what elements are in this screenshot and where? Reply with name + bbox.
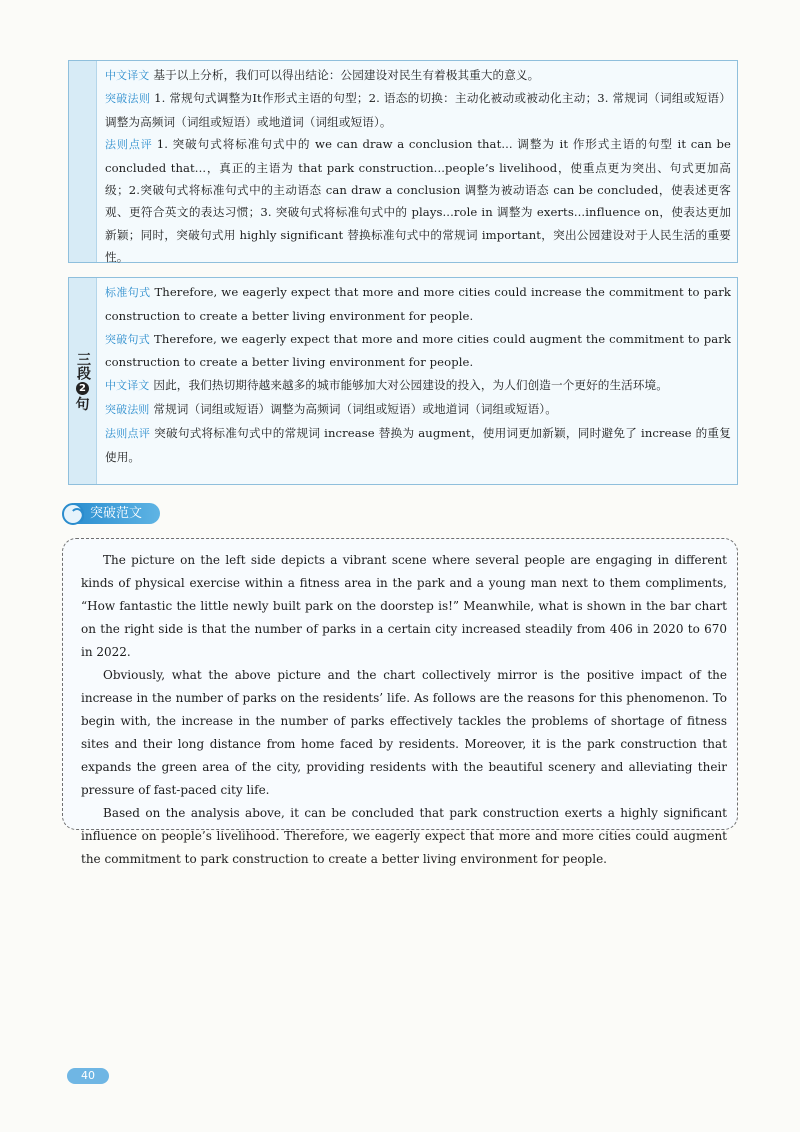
row-text: 1. 突破句式将标准句式中的 we can draw a conclusion that... 调整为 it 作形式主语的句型 it can be concluded that...，真正的主语为 that park construction...people’s livelihood，使重点更为突出、句式更加高级；2.突破句式将标准句式中的主动语态 can draw a conclusion 调整为被动语态 can be concluded，使表述更客观、更符合英文的表达习惯；3. 突破句式将标准句式中的 plays...role in 调整为 exerts...influence on，使表达更加新颖；同时，突破句式用 highly significant 替换标准句式中的常规词 important，突出公园建设对于人民生活的重要性。: [105, 137, 732, 265]
row-text: 突破句式将标准句式中的常规词 increase 替换为 augment，使用词更加新颖，同时避免了 increase 的重复使用。: [105, 425, 731, 464]
row-standard-sentence: [105, 281, 731, 328]
page-number: 40: [67, 1068, 109, 1084]
row-tag: 中文译文: [105, 379, 150, 393]
section-title: 突破范文: [74, 503, 160, 524]
row-translation: [105, 374, 731, 398]
essay-paragraph: Obviously, what the above picture and the chart collectively mirror is the positive impact of the increase in the number of parks on the residents’ life. As follows are the reasons for this phenomenon. To begin with, the increase in the number of parks effectively tackles the problems of shortage of fitness sites and their long distance from home faced by residents. Moreover, it is the park construction that expands the green area of the city, providing residents with the beautiful scenery and alleviating their pressure of fast-paced city life.: [81, 668, 727, 797]
essay-paragraph: The picture on the left side depicts a vibrant scene where several people are engaging in different kinds of physical exercise within a fitness area in the park and a young man next to them compliments, “How fantastic the little newly built park on the doorstep is!” Meanwhile, what is shown in the bar chart on the right side is that the number of parks in a certain city increased steadily from 406 in 2020 to 670 in 2022.: [81, 553, 727, 659]
side-label-bottom: 句: [75, 397, 90, 413]
row-text: 常规词（词组或短语）调整为高频词（词组或短语）或地道词（词组或短语）。: [153, 401, 557, 416]
number-badge-icon: 2: [76, 382, 89, 395]
analysis-content: [105, 64, 731, 269]
sample-essay-box: [62, 538, 738, 866]
side-label: [69, 352, 96, 414]
row-translation: [105, 64, 731, 87]
row-tag: 法则点评: [105, 138, 153, 152]
row-text: 基于以上分析，我们可以得出结论：公园建设对民生有着极其重大的意义。: [153, 68, 540, 82]
analysis-box-sentence-2: [68, 277, 738, 485]
section-header: [62, 502, 160, 525]
row-tag: 突破句式: [105, 332, 151, 346]
row-tag: 标准句式: [105, 286, 151, 299]
essay-paragraph: Based on the analysis above, it can be concluded that park construction exerts a highly significant influence on people’s livelihood. Therefore, we eagerly expect that more and more cities could augment the commitment to park construction to create a better living environment for people.: [81, 806, 727, 866]
row-text: 因此，我们热切期待越来越多的城市能够加大对公园建设的投入，为人们创造一个更好的生活环境。: [153, 378, 668, 393]
row-tag: 突破法则: [105, 402, 150, 416]
section-circle-icon: [62, 503, 84, 525]
row-rule: [105, 398, 731, 422]
row-text: Therefore, we eagerly expect that more and more cities could increase the commitment to park construction to create a better living environment for people.: [105, 285, 731, 323]
row-tag: 中文译文: [105, 69, 150, 82]
row-text: Therefore, we eagerly expect that more and more cities could augment the commitment to park construction to create a better living environment for people.: [105, 331, 732, 370]
row-tag: 法则点评: [105, 426, 151, 440]
row-tag: 突破法则: [105, 92, 151, 106]
side-label-top: 三段: [75, 352, 91, 380]
analysis-content: [105, 281, 731, 468]
analysis-box-sentence-1: [68, 60, 738, 263]
side-bar: [69, 61, 97, 262]
essay-text: [81, 549, 727, 871]
row-breakthrough-sentence: [105, 328, 731, 375]
row-comment: [105, 133, 731, 268]
row-rule: [105, 87, 731, 133]
row-text: 1. 常规句式调整为It作形式主语的句型；2. 语态的切换：主动化被动或被动化主动；3. 常规词（词组或短语）调整为高频词（词组或短语）或地道词（词组或短语）。: [105, 91, 731, 129]
row-comment: [105, 422, 731, 469]
side-bar: [69, 278, 97, 484]
